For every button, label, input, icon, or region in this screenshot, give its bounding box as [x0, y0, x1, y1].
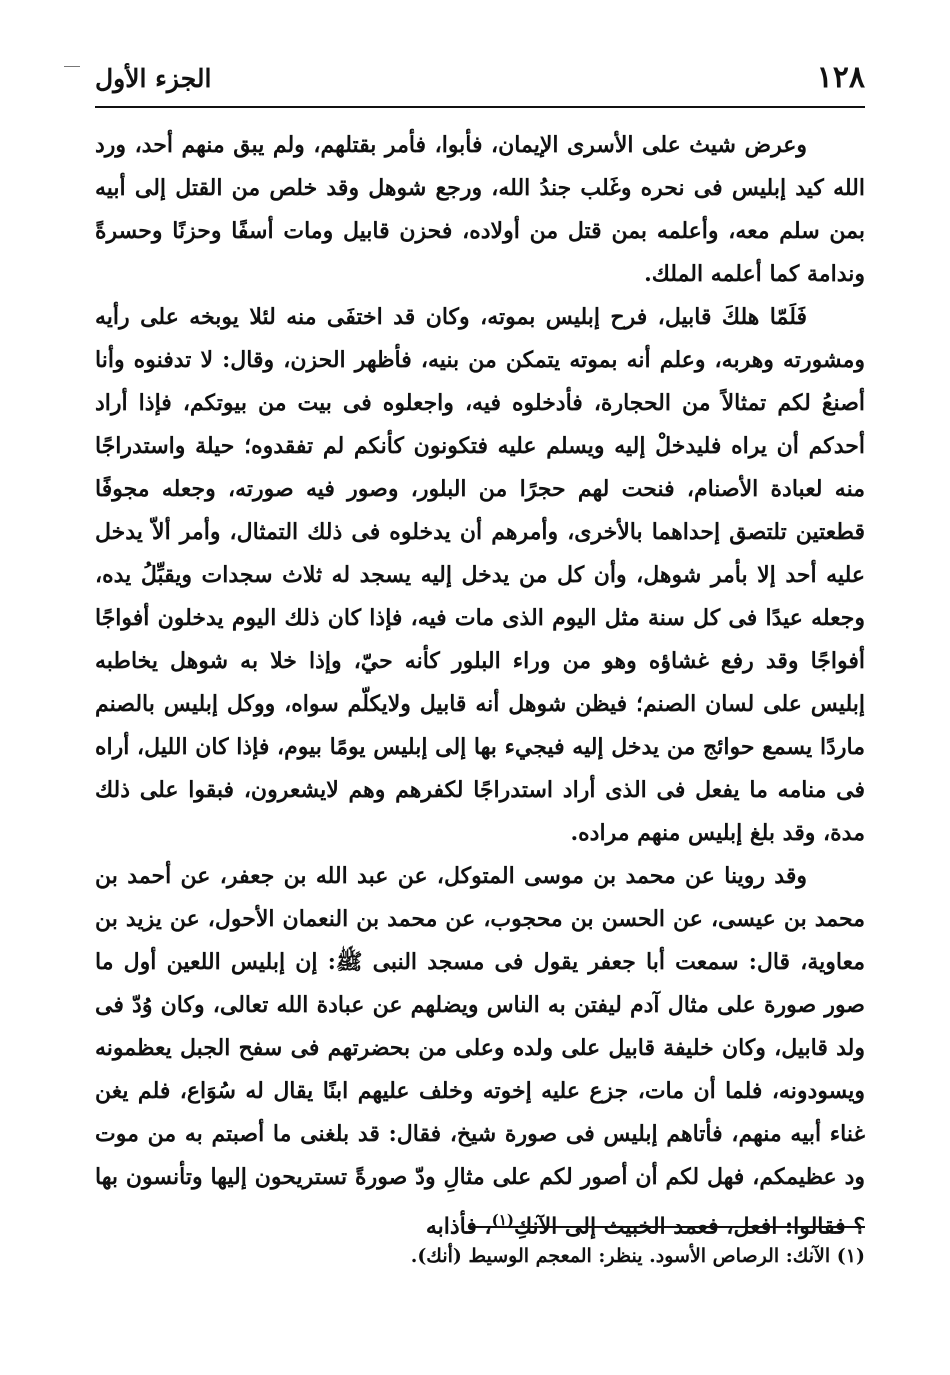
page-header [95, 58, 865, 102]
page-number: ١٢٨ [816, 60, 865, 95]
header-rule [95, 106, 865, 108]
running-title: الجزء الأول [95, 64, 212, 93]
paragraph-3-tail: ، فأذابه [425, 1213, 492, 1240]
footnote-marker: (١) [491, 1211, 514, 1229]
paragraph-2: فَلَمّا هلكَ قابيل، فرح إبليس بموته، وكان قد اختفَى منه لئلا يوبخه على رأيه ومشورته وهربه، وعلم أنه بموته يتمكن من بنيه، فأظهر الحزن، وقال: لا تدفنوه وأنا أصنعُ لكم تمثالاً من الحجارة، فأدخلوه فيه، واجعلوه فى بيت من بيوتكم، فإذا أراد أحدكم أن يراه فليدخلْ إليه ويسلم عليه فتكونون كأنكم لم تفقدوه؛ حيلة واستدراجًا منه لعبادة الأصنام، فنحت لهم حجرًا من البلور، وصور فيه صورته، وجعله مجوفًا قطعتين تلتصق إحداهما بالأخرى، وأمرهم أن يدخلوه فى ذلك التمثال، وأمر ألاّ يدخل عليه أحد إلا بأمر شوهل، وأن كل من يدخل إليه يسجد له ثلاث سجدات ويقبِّلُ يده، وجعله عيدًا فى كل سنة مثل اليوم الذى مات فيه، فإذا كان ذلك اليوم يدخلون أفواجًا أفواجًا وقد رفع غشاؤه وهو من وراء البلور كأنه حيّ، وإذا خلا به شوهل يخاطبه إبليس على لسان الصنم؛ فيظن شوهل أنه قابيل ولايكلّم سواه، ووكل إبليس بالصنم ماردًا يسمع حوائج من يدخل إليه فيجيء بها إلى إبليس يومًا بيوم، فإذا كان الليل، أراه فى منامه ما يفعل فى الذى أراد استدراجًا لكفرهم وهم لايشعرون، فبقوا على ذلك مدة، وقد بلغ إبليس منهم مراده. [95, 304, 865, 846]
paragraph-1: وعرض شيث على الأسرى الإيمان، فأبوا، فأمر بقتلهم، ولم يبق منهم أحد، ورد الله كيد إبليس فى نحره وغَلب جندُ الله، ورجع شوهل وقد خلص من القتل إلى أبيه بمن سلم معه، وأعلمه بمن قتل من أولاده، فحزن قابيل ومات أسفًا وحزنًا وحسرةً وندامة كما أعلمه الملك. [95, 132, 866, 287]
footnote [95, 1240, 865, 1272]
scan-mark [64, 66, 80, 67]
paragraph-3-text: وقد روينا عن محمد بن موسى المتوكل، عن عبد الله بن جعفر، عن أحمد بن محمد بن عيسى، عن الحسن بن محجوب، عن محمد بن النعمان الأحول، عن يزيد بن معاوية، قال: سمعت أبا جعفر يقول فى مسجد النبى ﷺ: إن إبليس اللعين أول ما صور صورة على مثال آدم ليفتن به الناس ويضلهم عن عبادة الله تعالى، وكان وُدّ فى ولد قابيل، وكان خليفة قابيل على ولده وعلى من بحضرتهم فى سفح الجبل يعظمونه ويسودونه، فلما أن مات، جزع عليه إخوته وخلف عليهم ابنًا يقال له سُوَاع، فلم يغن غناء أبيه منهم، فأتاهم إبليس فى صورة شيخ، فقال: قد بلغنى ما أصبتم به من موت ود عظيمكم، فهل لكم أن أصور لكم على مثالِ ودّ صورةً تستريحون إليها وتأنسون بها ؟ فقالوا: افعل، فعمد الخبيث إلى الآنكِ [95, 863, 865, 1240]
body-text [95, 124, 865, 1248]
footnote-text: (١) الآنك: الرصاص الأسود. ينظر: المعجم الوسيط (أنك). [410, 1245, 865, 1267]
paragraph-3 [95, 855, 865, 1248]
footnote-rule [470, 1226, 865, 1228]
